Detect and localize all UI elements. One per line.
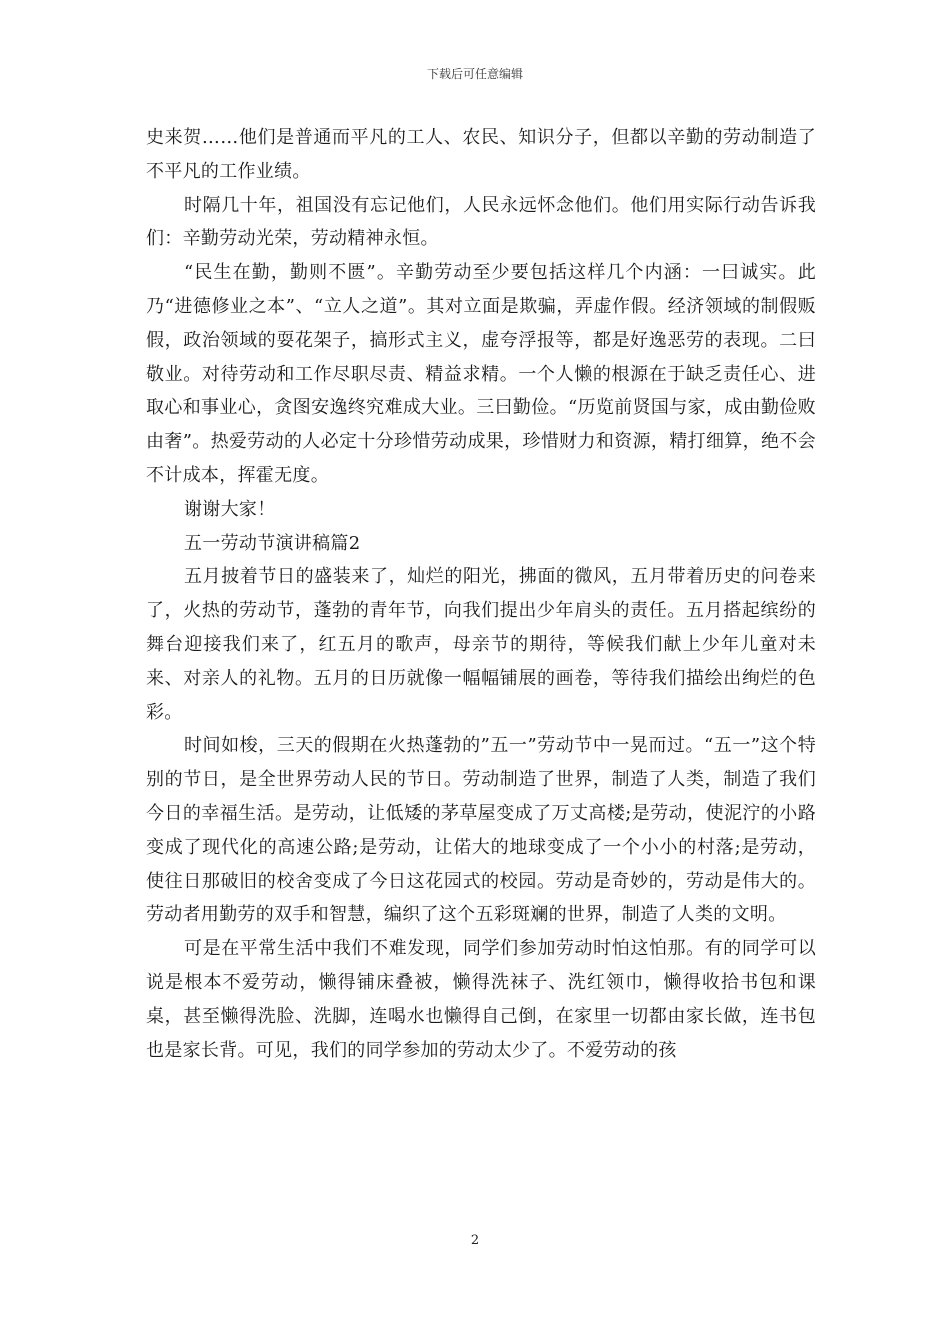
paragraph-2: 时隔几十年，祖国没有忘记他们，人民永远怀念他们。他们用实际行动告诉我们：辛勤劳动光荣，劳动精神永恒。 [146,194,816,250]
page-number: 2 [470,1233,480,1248]
paragraph-7: 时间如梭，三天的假期在火热蓬勃的”五一”劳动节中一晃而过。“五一”这个特别的节日，是全世界劳动人民的节日。劳动制造了世界，制造了人类，制造了我们今日的幸福生活。是劳动，让低矮的茅草屋变成了万丈高楼;是劳动，使泥泞的小路变成了现代化的高速公路;是劳动，让偌大的地球变成了一个小小的村落;是劳动，使往日那破旧的校舍变成了今日这花园式的校园。劳动是奇妙的，劳动是伟大的。劳动者用勤劳的双手和智慧，编织了这个五彩斑斓的世界，制造了人类的文明。 [146,735,816,926]
paragraph-3: “民生在勤，勤则不匮”。辛勤劳动至少要包括这样几个内涵：一曰诚实。此乃“进德修业之本”、“立人之道”。其对立面是欺骗，弄虚作假。经济领域的制假贩假，政治领域的耍花架子，搞形式主义，虚夸浮报等，都是好逸恶劳的表现。二曰敬业。对待劳动和工作尽职尽责、精益求精。一个人懒的根源在于缺乏责任心、进取心和事业心，贪图安逸终究难成大业。三曰勤俭。“历览前贤国与家，成由勤俭败由奢”。热爱劳动的人必定十分珍惜劳动成果，珍惜财力和资源，精打细算，绝不会不计成本，挥霍无度。 [146,262,816,486]
paragraph-8: 可是在平常生活中我们不难发现，同学们参加劳动时怕这怕那。有的同学可以说是根本不爱劳动，懒得铺床叠被，懒得洗袜子、洗红领巾，懒得收拾书包和课桌，甚至懒得洗脸、洗脚，连喝水也懒得自己倒，在家里一切都由家长做，连书包也是家长背。可见，我们的同学参加的劳动太少了。不爱劳动的孩 [146,938,816,1061]
paragraph-4: 谢谢大家！ [184,498,276,520]
document-body [146,121,816,1067]
section-title: 五一劳动节演讲稿篇2 [184,532,361,554]
page-header: 下载后可任意编辑 [426,67,523,81]
paragraph-1: 史来贺……他们是普通而平凡的工人、农民、知识分子，但都以辛勤的劳动制造了不平凡的工作业绩。 [146,127,816,182]
paragraph-6: 五月披着节日的盛装来了，灿烂的阳光，拂面的微风，五月带着历史的问卷来了，火热的劳动节，蓬勃的青年节，向我们提出少年肩头的责任。五月搭起缤纷的舞台迎接我们来了，红五月的歌声，母亲节的期待，等候我们献上少年儿童对未来、对亲人的礼物。五月的日历就像一幅幅铺展的画卷，等待我们描绘出绚烂的色彩。 [146,566,816,723]
